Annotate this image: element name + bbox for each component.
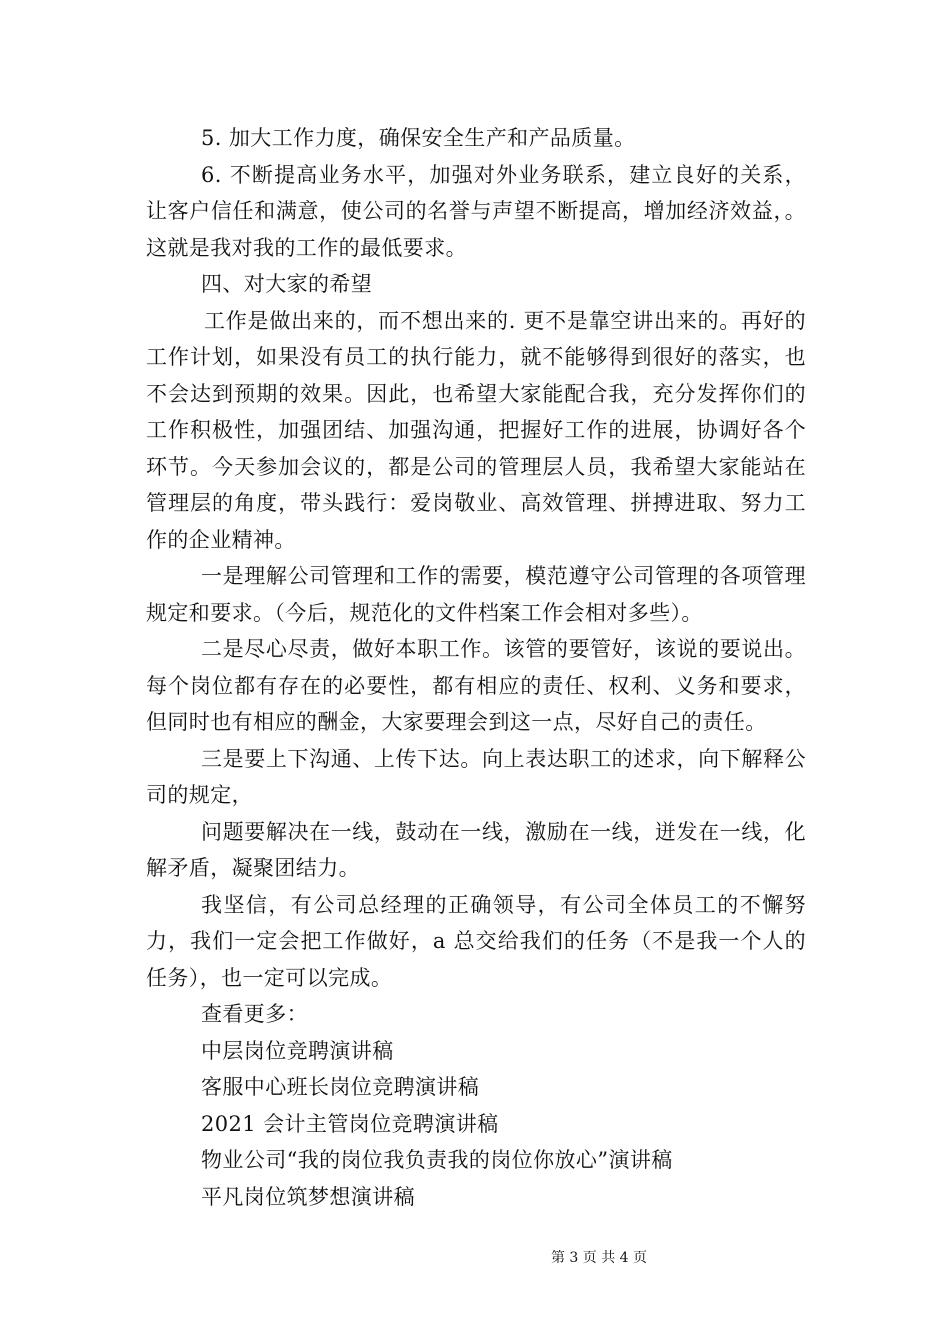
related-link-2[interactable]: 客服中心班长岗位竞聘演讲稿 <box>201 1075 480 1099</box>
page-footer <box>0 1247 950 1267</box>
paragraph-third: 三是要上下沟通、上传下达。向上表达职工的述求，向下解释公司的规定， <box>146 746 806 807</box>
related-link-5[interactable]: 平凡岗位筑梦想演讲稿 <box>201 1184 415 1209</box>
paragraph-belief: 我坚信，有公司总经理的正确领导，有公司全体员工的不懈努力，我们一定会把工作做好，a 总交给我们的任务（不是我一个人的任务），也一定可以完成。 <box>146 892 806 990</box>
paragraph-item-6: 6. 不断提高业务水平，加强对外业务联系，建立良好的关系，让客户信任和满意，使公司的名誉与声望不断提高，增加经济效益，。这就是我对我的工作的最低要求。 <box>146 162 806 260</box>
paragraph-first: 一是理解公司管理和工作的需要，模范遵守公司管理的各项管理规定和要求。（今后，规范化的文件档案工作会相对多些）。 <box>146 564 806 625</box>
paragraph-frontline: 问题要解决在一线，鼓动在一线，激励在一线，迸发在一线，化解矛盾，凝聚团结力。 <box>146 819 806 880</box>
related-link-3[interactable]: 2021 会计主管岗位竞聘演讲稿 <box>201 1111 499 1136</box>
page-indicator: 第 3 页 共 4 页 <box>550 1250 648 1266</box>
document-body <box>146 120 806 1215</box>
paragraph-second: 二是尽心尽责，做好本职工作。该管的要管好，该说的要说出。每个岗位都有存在的必要性，都有相应的责任、权利、义务和要求，但同时也有相应的酬金，大家要理会到这一点，尽好自己的责任。 <box>146 637 806 734</box>
related-link-4[interactable]: 物业公司“我的岗位我负责我的岗位你放心”演讲稿 <box>201 1148 673 1172</box>
related-link-1[interactable]: 中层岗位竞聘演讲稿 <box>201 1038 394 1063</box>
see-more-label: 查看更多： <box>201 1002 308 1026</box>
paragraph-work-done: 工作是做出来的，而不想出来的. 更不是靠空讲出来的。再好的工作计划，如果没有员工的执行能力，就不能够得到很好的落实，也不会达到预期的效果。因此，也希望大家能配合我，充分发挥你们的工作积极性，加强团结、加强沟通，把握好工作的进展，协调好各个环节。今天参加会议的，都是公司的管理层人员，我希望大家能站在管理层的角度，带头践行：爱岗敬业、高效管理、拼搏进取、努力工作的企业精神。 <box>146 308 806 552</box>
section-heading-hopes: 四、对大家的希望 <box>201 272 373 296</box>
paragraph-item-5: 5. 加大工作力度，确保安全生产和产品质量。 <box>201 126 636 150</box>
